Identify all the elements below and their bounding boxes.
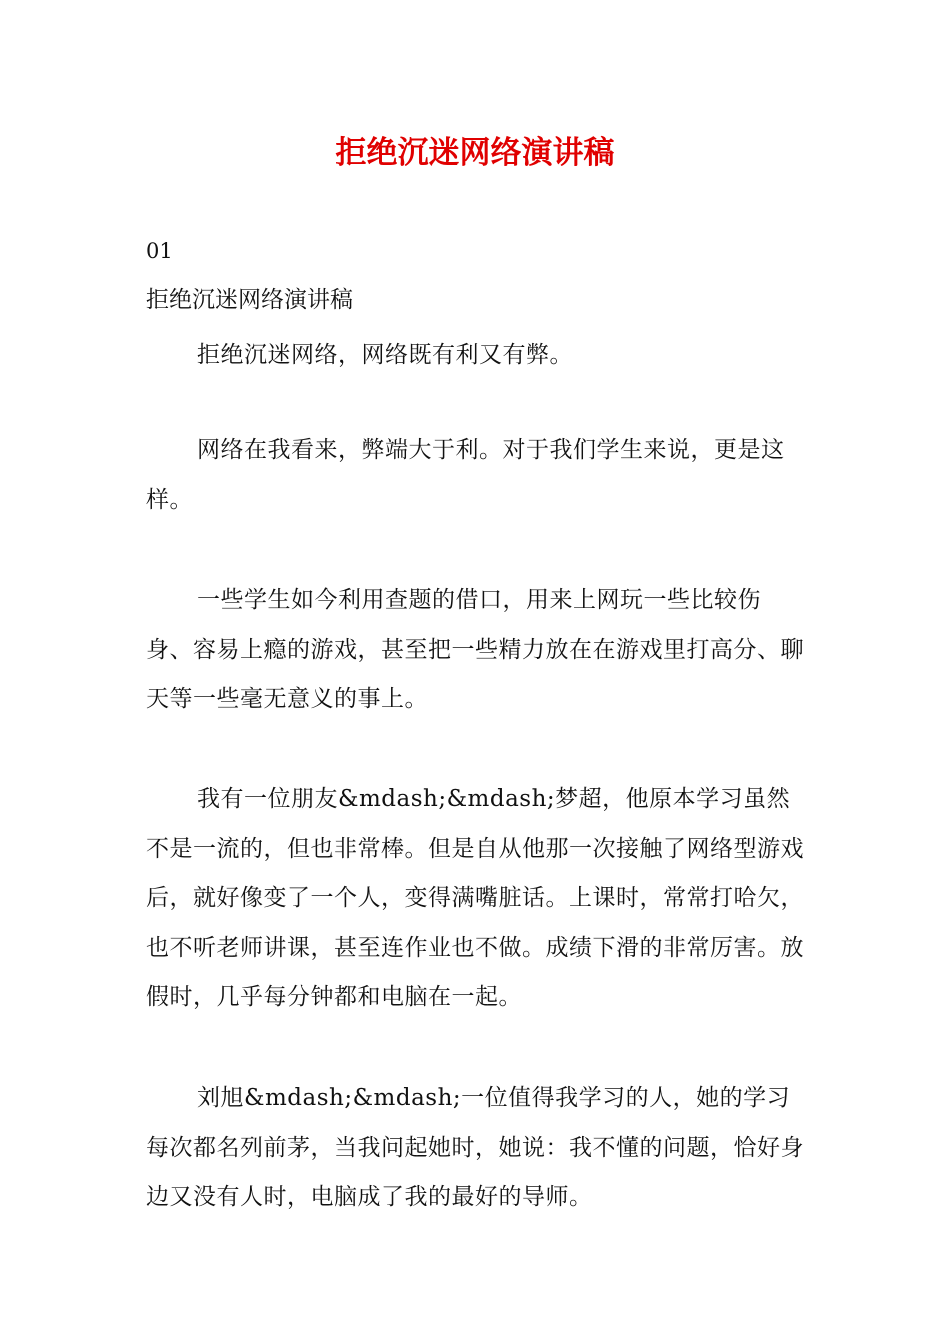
paragraph-3: 一些学生如今利用查题的借口，用来上网玩一些比较伤身、容易上瘾的游戏，甚至把一些精力放在在游戏里打高分、聊天等一些毫无意义的事上。 bbox=[146, 587, 804, 712]
paragraph-1: 拒绝沉迷网络，网络既有利又有弊。 bbox=[197, 342, 573, 368]
paragraph-2: 网络在我看来，弊端大于利。对于我们学生来说，更是这样。 bbox=[146, 437, 785, 513]
paragraph-5: 刘旭&mdash;&mdash;一位值得我学习的人，她的学习每次都名列前茅，当我问起她时，她说：我不懂的问题，恰好身边又没有人时，电脑成了我的最好的导师。 bbox=[146, 1085, 804, 1210]
section-subtitle: 拒绝沉迷网络演讲稿 bbox=[146, 287, 353, 313]
document-title: 拒绝沉迷网络演讲稿 bbox=[335, 135, 615, 171]
section-number: 01 bbox=[146, 239, 173, 263]
paragraph-4: 我有一位朋友&mdash;&mdash;梦超，他原本学习虽然不是一流的，但也非常棒。但是自从他那一次接触了网络型游戏后，就好像变了一个人，变得满嘴脏话。上课时，常常打哈欠，也不听老师讲课，甚至连作业也不做。成绩下滑的非常厉害。放假时，几乎每分钟都和电脑在一起。 bbox=[146, 786, 804, 1010]
